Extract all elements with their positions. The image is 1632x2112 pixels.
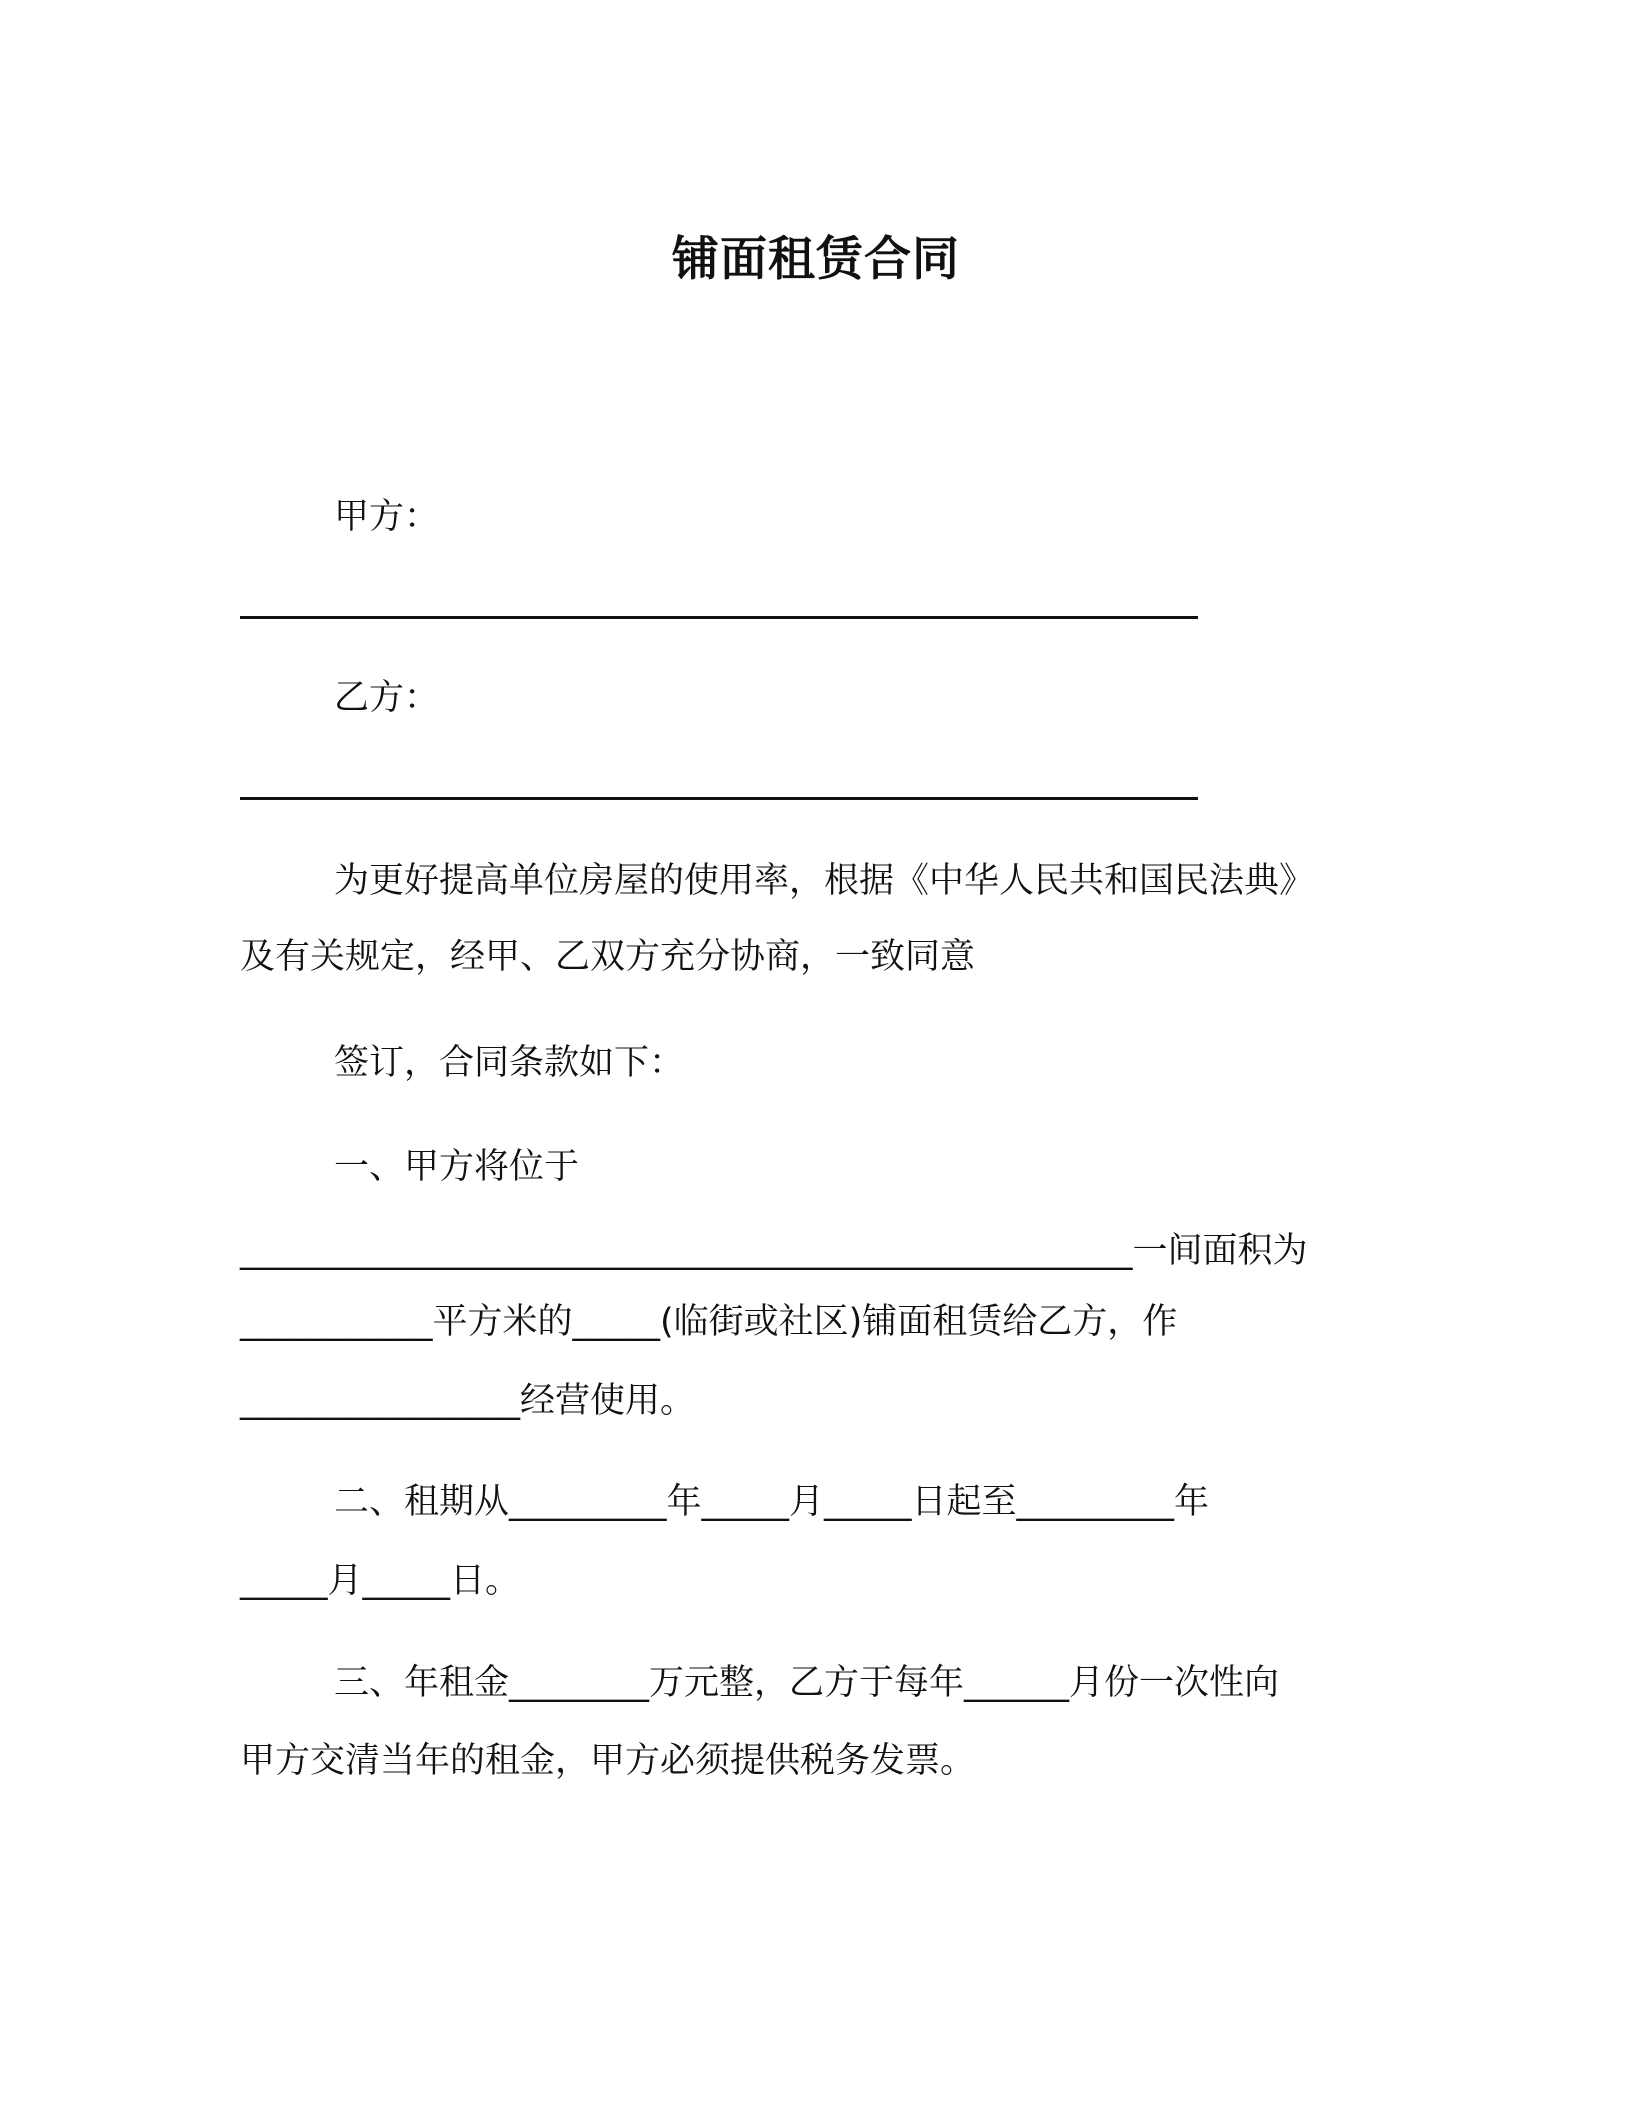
clause-1-line-3: ___________平方米的_____(临街或社区)铺面租赁给乙方，作 <box>240 1302 1178 1342</box>
party-b-name-blank <box>240 797 1198 800</box>
intro-line-1: 为更好提高单位房屋的使用率，根据《中华人民共和国民法典》 <box>334 861 1315 901</box>
document-title: 铺面租赁合同 <box>672 232 960 287</box>
clause-3-line-1: 三、年租金________万元整，乙方于每年______月份一次性向 <box>334 1663 1280 1703</box>
intro-line-2: 及有关规定，经甲、乙双方充分协商，一致同意 <box>240 937 976 977</box>
clause-1-line-2: ___________________________________________________一间面积为 <box>240 1231 1308 1271</box>
clause-3-line-2: 甲方交清当年的租金，甲方必须提供税务发票。 <box>240 1741 976 1781</box>
intro-line-3: 签订，合同条款如下： <box>334 1043 685 1083</box>
party-b-label: 乙方： <box>334 678 440 718</box>
clause-2-line-2: _____月_____日。 <box>240 1561 521 1601</box>
party-a-name-blank <box>240 616 1198 619</box>
clause-1-line-1: 一、甲方将位于 <box>334 1147 580 1187</box>
clause-2-line-1: 二、租期从_________年_____月_____日起至_________年 <box>334 1482 1210 1522</box>
party-a-label: 甲方： <box>334 497 440 537</box>
clause-1-line-4: ________________经营使用。 <box>240 1381 696 1421</box>
